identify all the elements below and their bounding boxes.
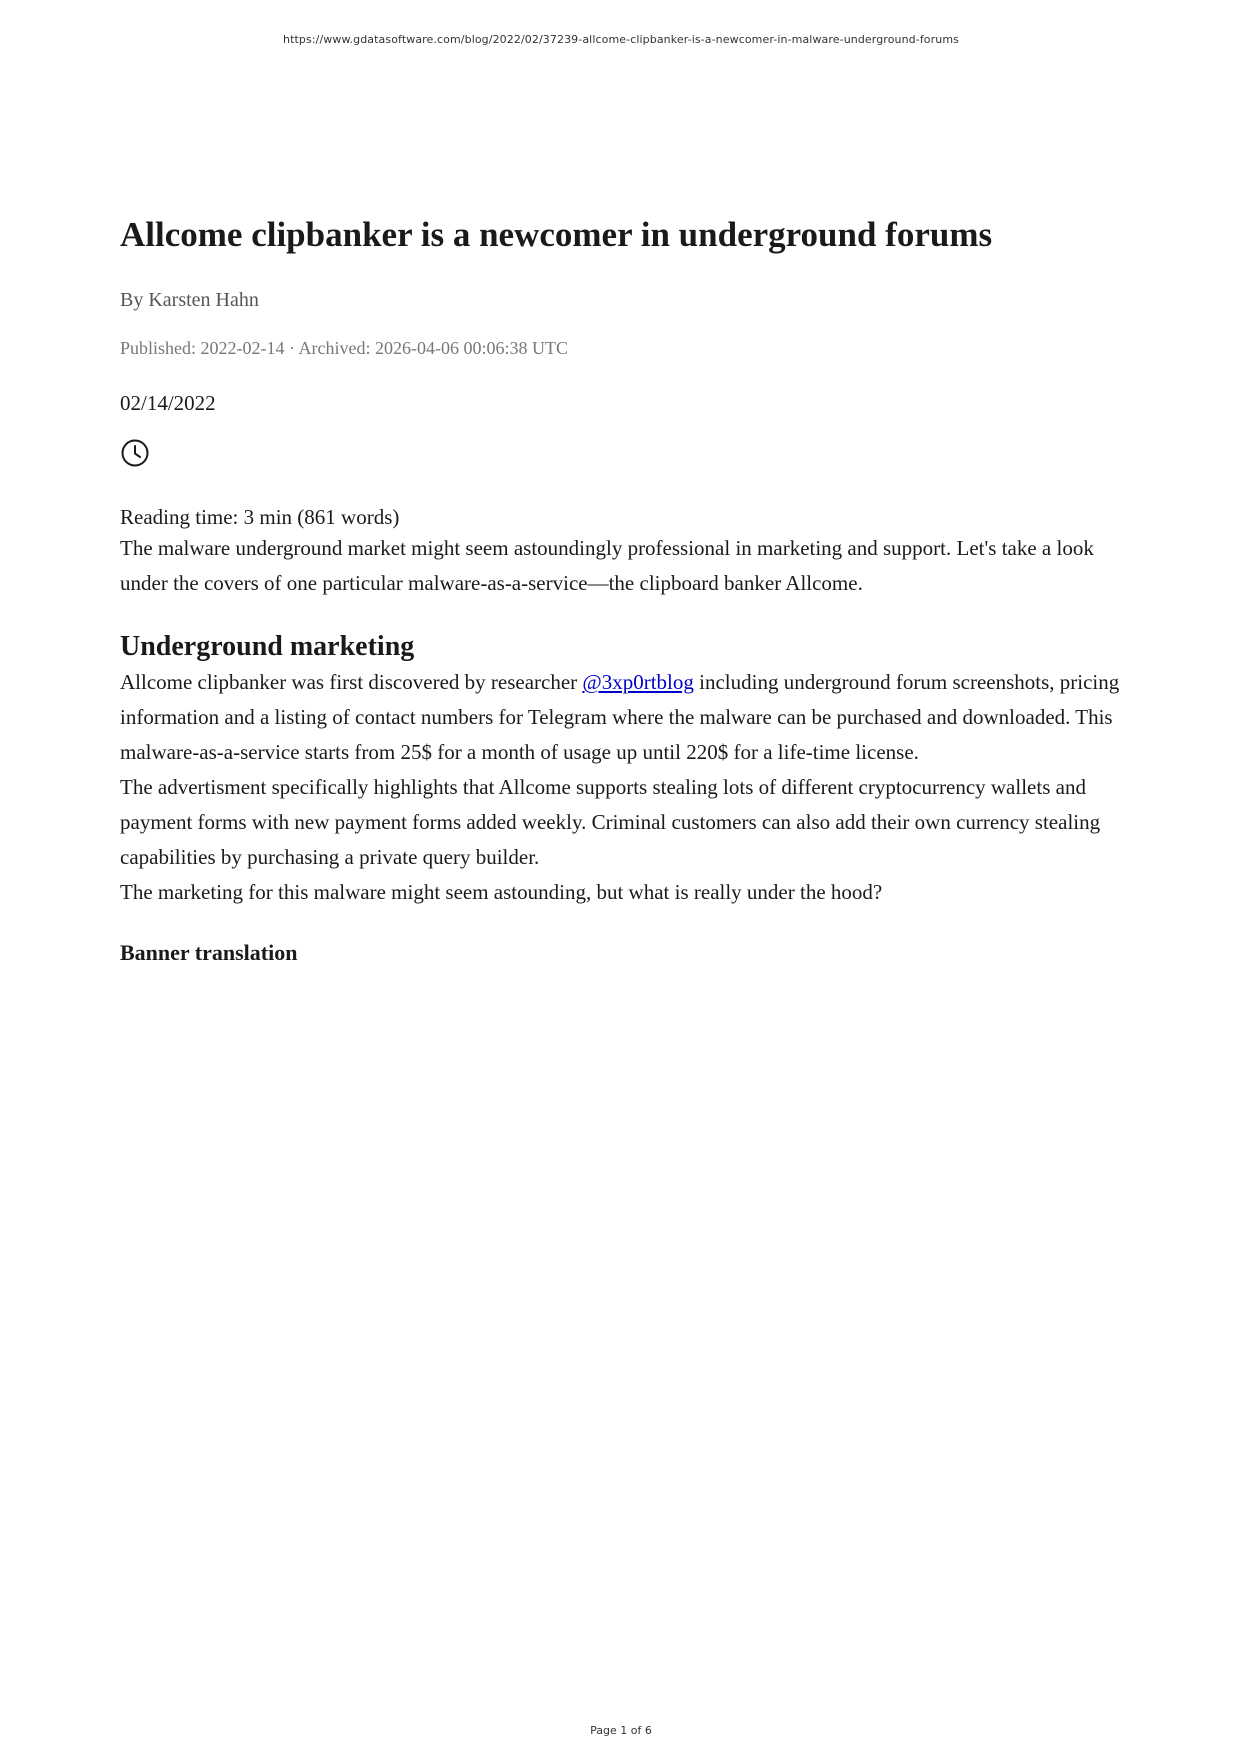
page-number: Page 1 of 6 xyxy=(590,1724,652,1737)
discovery-text-after: including underground forum screenshots, pricing information and a listing of contact numbers for Telegram where the malware can be purchased and downloaded. This malware-as-a-service starts from 25$ for a month of usage up until 220$ for a life-time license. xyxy=(120,670,1120,764)
publish-meta: Published: 2022-02-14 · Archived: 2026-04-06 00:06:38 UTC xyxy=(120,338,568,358)
advertisement-paragraph: The advertisment specifically highlights that Allcome supports stealing lots of different cryptocurrency wallets and payment forms with new payment forms added weekly. Criminal customers can also add their own currency stealing capabilities by purchasing a private query builder. xyxy=(120,775,1101,869)
author-byline: By Karsten Hahn xyxy=(120,289,259,311)
clock-icon xyxy=(120,438,150,468)
article-title: Allcome clipbanker is a newcomer in underground forums xyxy=(120,215,993,254)
section-heading: Underground marketing xyxy=(120,631,415,662)
article-date: 02/14/2022 xyxy=(120,391,216,415)
marketing-paragraph: The marketing for this malware might seem astounding, but what is really under the hood? xyxy=(120,880,883,904)
researcher-link[interactable]: @3xp0rtblog xyxy=(582,670,694,694)
banner-translation-heading: Banner translation xyxy=(120,940,298,965)
article xyxy=(120,213,1130,968)
page-url-header: https://www.gdatasoftware.com/blog/2022/02/37239-allcome-clipbanker-is-a-newcomer-in-malware-underground-forums xyxy=(283,33,959,46)
intro-paragraph: The malware underground market might seem astoundingly professional in marketing and support. Let's take a look under the covers of one particular malware-as-a-service—the clipboard banker Allcome. xyxy=(120,536,1094,595)
discovery-paragraph xyxy=(120,665,1130,770)
discovery-text-before: Allcome clipbanker was first discovered by researcher xyxy=(120,670,583,694)
reading-time: Reading time: 3 min (861 words) xyxy=(120,505,400,529)
